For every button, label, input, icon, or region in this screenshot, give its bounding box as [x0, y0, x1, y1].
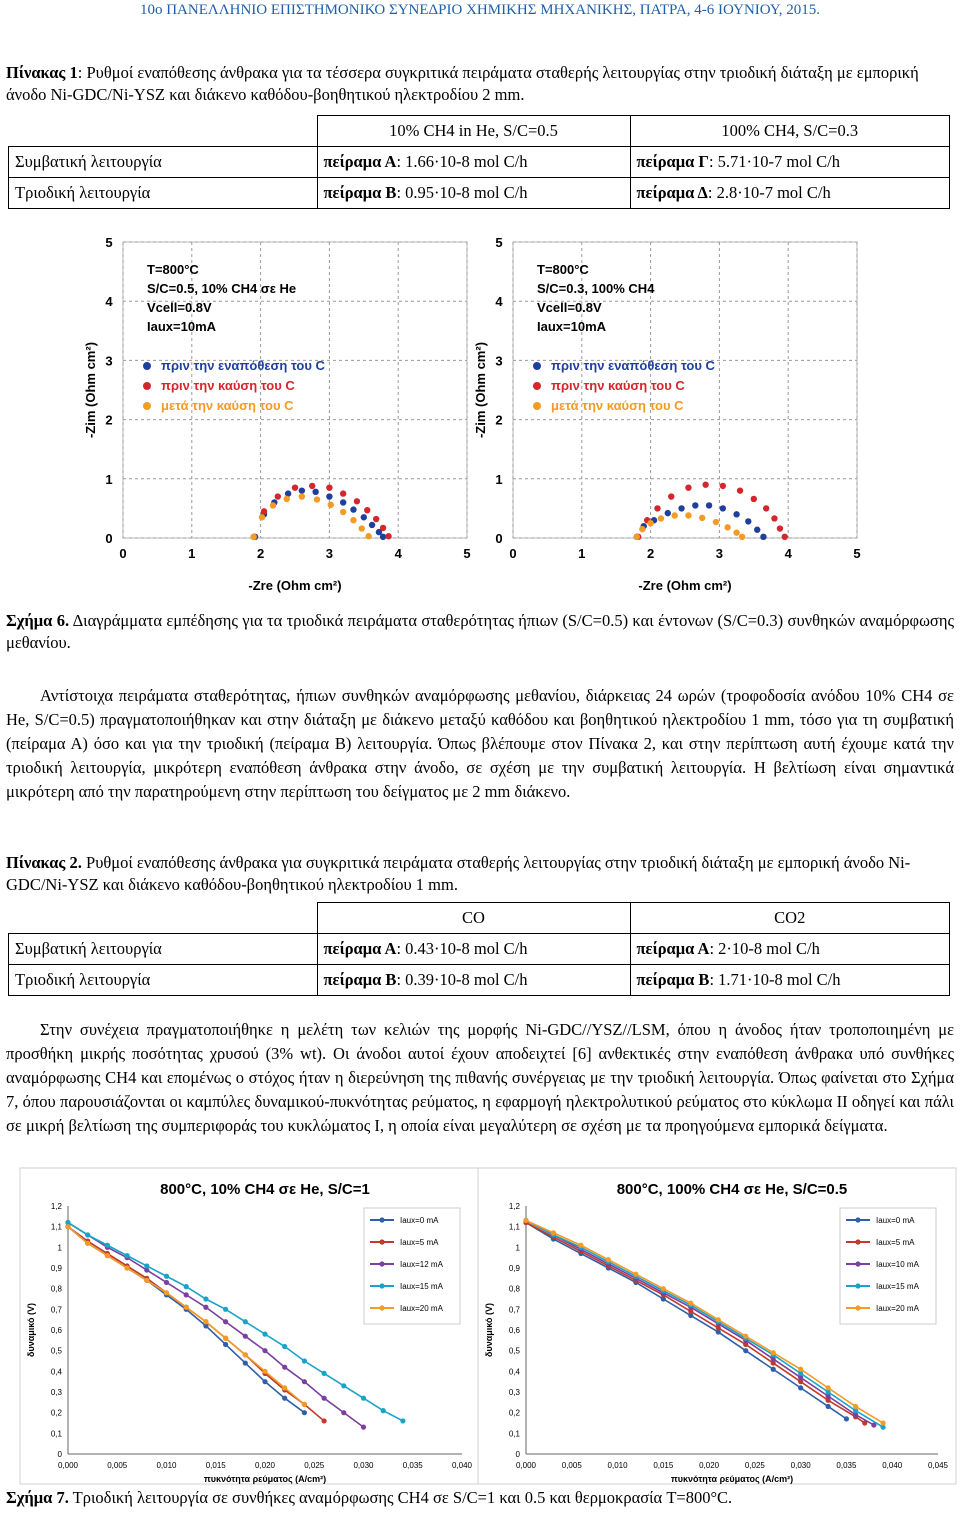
- table1-row1-val2: : 5.71·10-7 mol C/h: [708, 152, 841, 171]
- y-tick-label: 0: [515, 1450, 520, 1459]
- data-point: [760, 534, 766, 540]
- data-point: [322, 1396, 327, 1401]
- table2-caption-text: Ρυθμοί εναπόθεσης άνθρακα για συγκριτικά πειράματα σταθερής λειτουργίας στην τριοδική διάταξη με εμπορική άνοδο Ni-GDC/Ni-YSZ και διάκενο καθόδου-βοηθητικού ηλεκτροδίου 1 mm.: [6, 853, 911, 894]
- x-axis-label: πυκνότητα ρεύματος (A/cm²): [203, 1474, 327, 1484]
- data-point: [164, 1280, 169, 1285]
- data-point: [340, 499, 346, 505]
- x-axis-label: πυκνότητα ρεύματος (A/cm²): [670, 1474, 794, 1484]
- data-point: [658, 515, 664, 521]
- polarization-chart-left: [20, 1168, 480, 1486]
- table-row: [9, 178, 950, 209]
- data-point: [223, 1319, 228, 1324]
- data-point: [798, 1385, 803, 1390]
- legend-entry: Iaux=5 mA: [876, 1238, 915, 1247]
- data-point: [299, 487, 305, 493]
- data-point: [720, 483, 726, 489]
- data-point: [302, 1358, 307, 1363]
- table2-row2-exp1: πείραμα Β: [323, 970, 397, 989]
- table2-row2-exp2: πείραμα Β: [636, 970, 710, 989]
- figure7-caption-label: Σχήμα 7.: [6, 1488, 69, 1507]
- table1-row2-val1: : 0.95·10-8 mol C/h: [396, 183, 528, 202]
- x-tick-label: 0,025: [304, 1461, 325, 1470]
- y-tick-label: 1: [495, 471, 503, 487]
- legend-marker: [143, 382, 151, 390]
- x-tick-label: 0,005: [561, 1461, 582, 1470]
- paragraph-1: Αντίστοιχα πειράματα σταθερότητας, ήπιων συνθηκών αναμόρφωσης μεθανίου, διάρκειας 24 ωρών (τροφοδοσία ανόδου 10% CH4 σε He, S/C=0.5) πραγματοποιήθηκαν και στην διάταξη με διάκενο μεταξύ καθόδου και βοηθητικού ηλεκτροδίου 1 mm, τόσο για τη συμβατική (πείραμα Α) όσο και για την τριοδική (πείραμα Β) λειτουργία. Όπως βλέπουμε στον Πίνακα 2, και στην περίπτωση αυτή έχουμε κατά την τριοδική λειτουργία, μικρότερη εναπόθεση άνθρακα στην άνοδο, σε σχέση με την συμβατική λειτουργία. Η βελτίωση είναι σημαντικά μικρότερη από την παρατηρούμενη στην περίπτωση του δείγματος με 2 mm διάκενο.: [6, 686, 954, 801]
- legend-entry: μετά την καύση του C: [551, 398, 684, 413]
- data-point: [326, 493, 332, 499]
- data-point: [385, 533, 391, 539]
- legend-entry: πριν την καύση του C: [161, 378, 295, 393]
- table2-row2-val2: : 1.71·10-8 mol C/h: [709, 970, 841, 989]
- data-point: [350, 517, 356, 523]
- data-point: [661, 1286, 666, 1291]
- data-point: [671, 512, 677, 518]
- data-point: [733, 529, 739, 535]
- y-tick-label: 0,1: [508, 1429, 520, 1439]
- legend-marker: [855, 1261, 860, 1266]
- table-row: [9, 116, 950, 147]
- y-tick-label: 0,9: [50, 1264, 62, 1273]
- data-point: [844, 1416, 849, 1421]
- x-tick-label: 4: [394, 546, 402, 561]
- legend-entry: μετά την καύση του C: [161, 398, 294, 413]
- annotation-line: Vcell=0.8V: [537, 300, 602, 315]
- table1-col1-header: 10% CH4 in He, S/C=0.5: [317, 116, 630, 147]
- data-point: [716, 1317, 721, 1322]
- data-point: [184, 1284, 189, 1289]
- data-point: [373, 516, 379, 522]
- y-tick-label: 0,2: [50, 1408, 62, 1418]
- data-point: [284, 496, 290, 502]
- data-point: [713, 519, 719, 525]
- x-tick-label: 0: [119, 546, 127, 561]
- data-point: [647, 520, 653, 526]
- x-tick-label: 0,010: [607, 1461, 628, 1470]
- x-tick-label: 0,000: [57, 1461, 79, 1470]
- data-point: [275, 493, 281, 499]
- legend-entry: Iaux=5 mA: [400, 1238, 439, 1247]
- data-point: [699, 515, 705, 521]
- x-tick-label: 1: [578, 546, 586, 561]
- data-point: [523, 1218, 528, 1223]
- data-point: [302, 1410, 307, 1415]
- data-point: [763, 505, 769, 511]
- legend-entry: Iaux=15 mA: [400, 1282, 443, 1291]
- y-tick-label: 1: [105, 471, 113, 487]
- table1-row1-exp2: πείραμα Γ: [636, 152, 709, 171]
- legend-entry: Iaux=0 mA: [876, 1216, 915, 1225]
- conference-header: 10ο ΠΑΝΕΛΛΗΝΙΟ ΕΠΙΣΤΗΜΟΝΙΚΟ ΣΥΝΕΔΡΙΟ ΧΗΜΙΚΗΣ ΜΗΧΑΝΙΚΗΣ, ΠΑΤΡΑ, 4-6 ΙΟΥΝΙΟΥ, 2015.: [139, 2, 821, 18]
- data-point: [798, 1367, 803, 1372]
- y-tick-label: 0,4: [50, 1367, 62, 1377]
- data-point: [65, 1224, 70, 1229]
- x-tick-label: 0,045: [927, 1461, 949, 1470]
- x-tick-label: 0,020: [699, 1461, 720, 1470]
- data-point: [361, 1425, 366, 1430]
- data-point: [633, 1272, 638, 1277]
- y-tick-label: 0,2: [508, 1408, 520, 1418]
- data-point: [733, 511, 739, 517]
- data-point: [359, 525, 365, 531]
- data-point: [606, 1257, 611, 1262]
- data-point: [692, 502, 698, 508]
- data-point: [685, 484, 691, 490]
- x-tick-label: 0,020: [254, 1461, 276, 1470]
- y-tick-label: 5: [495, 235, 503, 250]
- chart-title: 800°C, 10% CH4 σε He, S/C=1: [160, 1181, 370, 1198]
- data-point: [85, 1232, 90, 1237]
- paragraph-2: Στην συνέχεια πραγματοποιήθηκε η μελέτη των κελιών της μορφής Ni-GDC//YSZ//LSM, όπου η άνοδος ήταν τροποποιημένη με προσθήκη μικρής ποσότητας χρυσού (3% wt). Οι άνοδοι αυτοί έχουν αποδειχτεί [6] ανθεκτικές στην εναπόθεση άνθρακα υπό συνθήκες αναμόρφωσης CH4 και επομένως ο στόχος ήταν η διερεύνηση της πιθανής συνέργειας με την τριοδική λειτουργία. Όπως φαίνεται στο Σχήμα 7, όπου παρουσιάζονται οι καμπύλες δυναμικού-πυκνότητας ρεύματος, η εφαρμογή ηλεκτρολυτικού ρεύματος στο κύκλωμα ΙΙ οδηγεί και πάλι σε μικρή βελτίωση της συμπεριφοράς του κυκλώματος Ι, η οποία είναι μεγαλύτερη σε σχέση με τα προηγούμενα εμπορικά δείγματα.: [6, 1020, 954, 1135]
- x-tick-label: 5: [853, 546, 861, 561]
- x-tick-label: 0,015: [205, 1461, 226, 1470]
- annotation-line: T=800°C: [147, 262, 199, 277]
- data-point: [326, 484, 332, 490]
- y-tick-label: 1: [57, 1243, 62, 1253]
- data-point: [125, 1265, 130, 1270]
- data-point: [243, 1360, 248, 1365]
- data-point: [364, 507, 370, 513]
- polarization-chart-right: [478, 1168, 956, 1486]
- table2-row1-label: Συμβατική λειτουργία: [9, 934, 318, 965]
- x-tick-label: 0,030: [353, 1461, 374, 1470]
- data-point: [105, 1243, 110, 1248]
- y-tick-label: 1,2: [50, 1202, 62, 1211]
- x-tick-label: 0,005: [107, 1461, 128, 1470]
- legend-entry: Iaux=10 mA: [876, 1260, 919, 1269]
- table-row: [9, 934, 950, 965]
- legend-marker: [533, 382, 541, 390]
- y-tick-label: 5: [105, 235, 113, 250]
- data-point: [826, 1404, 831, 1409]
- figure6-caption: [6, 610, 954, 654]
- legend-marker: [379, 1261, 384, 1266]
- data-point: [282, 1344, 287, 1349]
- table1-caption-text: : Ρυθμοί εναπόθεσης άνθρακα για τα τέσσερα συγκριτικά πειράματα σταθερής λειτουργίας στην τριοδική διάταξη με εμπορική άνοδο Ni-GDC/Ni-YSZ και διάκενο καθόδου-βοηθητικού ηλεκτροδίου 2 mm.: [6, 63, 919, 104]
- data-point: [164, 1274, 169, 1279]
- table1: [8, 115, 950, 209]
- y-axis-label: -Zim (Ohm cm²): [83, 341, 98, 439]
- data-point: [282, 1385, 287, 1390]
- data-point: [243, 1319, 248, 1324]
- x-tick-label: 0,040: [451, 1461, 473, 1470]
- data-point: [578, 1243, 583, 1248]
- table1-caption-label: Πίνακας 1: [6, 63, 78, 82]
- legend-marker: [855, 1283, 860, 1288]
- y-tick-label: 0: [495, 531, 503, 546]
- y-tick-label: 1,2: [508, 1202, 520, 1211]
- data-point: [751, 496, 757, 502]
- y-axis-label: -Zim (Ohm cm²): [473, 341, 488, 439]
- x-axis-label: -Zre (Ohm cm²): [248, 578, 342, 593]
- legend-marker: [379, 1239, 384, 1244]
- y-axis-label: δυναμικό (V): [484, 1303, 494, 1357]
- data-point: [350, 506, 356, 512]
- x-tick-label: 0,035: [402, 1461, 423, 1470]
- data-point: [125, 1253, 130, 1258]
- legend-entry: Iaux=15 mA: [876, 1282, 919, 1291]
- data-point: [302, 1402, 307, 1407]
- data-point: [771, 1350, 776, 1355]
- x-tick-label: 5: [463, 546, 471, 561]
- y-tick-label: 0,9: [508, 1264, 520, 1273]
- data-point: [634, 534, 640, 540]
- data-point: [720, 505, 726, 511]
- table2-row1-val1: : 0.43·10-8 mol C/h: [396, 939, 528, 958]
- table1-row2-exp1: πείραμα Β: [323, 183, 397, 202]
- data-point: [144, 1278, 149, 1283]
- table1-row2-exp2: πείραμα Δ: [636, 183, 708, 202]
- table-row: [9, 965, 950, 996]
- data-point: [826, 1385, 831, 1390]
- data-point: [678, 505, 684, 511]
- data-point: [322, 1371, 327, 1376]
- table2-row1-exp1: πείραμα Α: [323, 939, 397, 958]
- x-tick-label: 3: [715, 546, 724, 561]
- data-point: [782, 534, 788, 540]
- data-point: [880, 1420, 885, 1425]
- data-point: [737, 487, 743, 493]
- x-tick-label: 3: [325, 546, 334, 561]
- data-point: [262, 1369, 267, 1374]
- data-point: [381, 1408, 386, 1413]
- y-tick-label: 0,8: [508, 1284, 520, 1294]
- data-point: [164, 1290, 169, 1295]
- data-point: [328, 502, 334, 508]
- y-tick-label: 0,7: [508, 1305, 520, 1315]
- y-tick-label: 0,8: [50, 1284, 62, 1294]
- data-point: [270, 502, 276, 508]
- data-point: [282, 1365, 287, 1370]
- data-point: [654, 505, 660, 511]
- data-point: [380, 525, 386, 531]
- table2-caption: [6, 852, 954, 896]
- figure7-caption-text: Τριοδική λειτουργία σε συνθήκες αναμόρφωσης CH4 σε S/C=1 και 0.5 και θερμοκρασία T=800°C.: [72, 1488, 733, 1507]
- legend-entry: Iaux=20 mA: [876, 1304, 919, 1313]
- table1-row1-label: Συμβατική λειτουργία: [9, 147, 318, 178]
- legend-entry: πριν την εναπόθεση του C: [161, 358, 325, 373]
- data-point: [302, 1379, 307, 1384]
- legend-marker: [379, 1305, 384, 1310]
- data-point: [322, 1418, 327, 1423]
- data-point: [299, 493, 305, 499]
- x-tick-label: 0,015: [653, 1461, 674, 1470]
- data-point: [341, 1383, 346, 1388]
- y-tick-label: 2: [105, 412, 113, 428]
- data-point: [365, 533, 371, 539]
- x-tick-label: 4: [784, 546, 792, 561]
- data-point: [285, 490, 291, 496]
- table1-row2-label: Τριοδική λειτουργία: [9, 178, 318, 209]
- data-point: [251, 534, 257, 540]
- y-tick-label: 0,3: [50, 1388, 62, 1397]
- data-point: [361, 514, 367, 520]
- table1-row1-exp1: πείραμα Α: [323, 152, 397, 171]
- data-point: [340, 509, 346, 515]
- data-point: [262, 1332, 267, 1337]
- table1-caption: [6, 62, 954, 106]
- data-point: [282, 1396, 287, 1401]
- legend-marker: [533, 402, 541, 410]
- annotation-line: Iaux=10mA: [147, 319, 217, 334]
- data-point: [292, 484, 298, 490]
- data-point: [314, 496, 320, 502]
- data-point: [639, 526, 645, 532]
- y-tick-label: 0: [57, 1450, 62, 1459]
- data-point: [243, 1352, 248, 1357]
- data-point: [203, 1305, 208, 1310]
- table2-caption-label: Πίνακας 2.: [6, 853, 82, 872]
- table2-row1-exp2: πείραμα Α: [636, 939, 710, 958]
- annotation-line: S/C=0.5, 10% CH4 σε He: [147, 281, 297, 296]
- legend-marker: [855, 1305, 860, 1310]
- x-tick-label: 1: [188, 546, 196, 561]
- data-point: [668, 493, 674, 499]
- legend-entry: Iaux=20 mA: [400, 1304, 443, 1313]
- y-axis-label: δυναμικό (V): [26, 1303, 36, 1357]
- y-tick-label: 1: [515, 1243, 520, 1253]
- annotation-line: S/C=0.3, 100% CH4: [537, 281, 655, 296]
- data-point: [777, 525, 783, 531]
- table2-col1-header: CO: [317, 903, 630, 934]
- legend-entry: πριν την εναπόθεση του C: [551, 358, 715, 373]
- data-point: [771, 515, 777, 521]
- table2-row2-label: Τριοδική λειτουργία: [9, 965, 318, 996]
- figure6-caption-label: Σχήμα 6.: [6, 611, 70, 630]
- data-point: [665, 510, 671, 516]
- y-tick-label: 4: [105, 294, 113, 310]
- x-tick-label: 0: [509, 546, 517, 561]
- y-tick-label: 0,4: [508, 1367, 520, 1377]
- x-tick-label: 0,000: [515, 1461, 537, 1470]
- data-point: [261, 508, 267, 514]
- legend-marker: [379, 1217, 384, 1222]
- table2-row1-val2: : 2·10-8 mol C/h: [709, 939, 820, 958]
- data-point: [771, 1367, 776, 1372]
- figure7-caption: [6, 1487, 954, 1509]
- annotation-line: Vcell=0.8V: [147, 300, 212, 315]
- data-point: [184, 1292, 189, 1297]
- y-tick-label: 0,5: [508, 1346, 520, 1356]
- data-point: [724, 524, 730, 530]
- legend-marker: [533, 362, 541, 370]
- data-point: [706, 502, 712, 508]
- impedance-chart-right: [475, 228, 870, 600]
- legend-marker: [379, 1283, 384, 1288]
- data-point: [312, 489, 318, 495]
- y-tick-label: 0,1: [50, 1429, 62, 1439]
- x-tick-label: 2: [256, 546, 265, 561]
- legend-entry: πριν την καύση του C: [551, 378, 685, 393]
- data-point: [341, 1410, 346, 1415]
- y-tick-label: 0: [105, 531, 113, 546]
- data-point: [223, 1307, 228, 1312]
- data-point: [243, 1334, 248, 1339]
- data-point: [85, 1241, 90, 1246]
- impedance-chart-left: [85, 228, 480, 600]
- y-tick-label: 0,6: [508, 1326, 520, 1335]
- data-point: [144, 1263, 149, 1268]
- data-point: [739, 534, 745, 540]
- data-point: [369, 522, 375, 528]
- x-tick-label: 0,040: [882, 1461, 903, 1470]
- data-point: [743, 1348, 748, 1353]
- data-point: [340, 490, 346, 496]
- y-tick-label: 3: [105, 353, 113, 369]
- y-tick-label: 1,1: [50, 1222, 62, 1232]
- data-point: [223, 1342, 228, 1347]
- y-tick-label: 1,1: [508, 1222, 520, 1232]
- table1-row1-val1: : 1.66·10-8 mol C/h: [396, 152, 528, 171]
- data-point: [685, 512, 691, 518]
- data-point: [223, 1336, 228, 1341]
- y-tick-label: 0,7: [50, 1305, 62, 1315]
- data-point: [309, 483, 315, 489]
- y-tick-label: 2: [495, 412, 503, 428]
- x-tick-label: 0,025: [744, 1461, 765, 1470]
- x-tick-label: 2: [646, 546, 655, 561]
- x-tick-label: 0,030: [790, 1461, 811, 1470]
- data-point: [262, 1348, 267, 1353]
- data-point: [354, 498, 360, 504]
- data-point: [203, 1296, 208, 1301]
- table2: [8, 902, 950, 996]
- legend-marker: [855, 1217, 860, 1222]
- y-tick-label: 4: [495, 294, 503, 310]
- legend-entry: Iaux=12 mA: [400, 1260, 443, 1269]
- data-point: [361, 1396, 366, 1401]
- data-point: [551, 1230, 556, 1235]
- legend-marker: [855, 1239, 860, 1244]
- data-point: [853, 1404, 858, 1409]
- legend-marker: [143, 362, 151, 370]
- chart-title: 800°C, 100% CH4 σε He, S/C=0.5: [616, 1181, 848, 1198]
- y-tick-label: 0,5: [50, 1346, 62, 1356]
- data-point: [743, 1334, 748, 1339]
- annotation-line: T=800°C: [537, 262, 589, 277]
- table1-row2-val2: : 2.8·10-7 mol C/h: [707, 183, 831, 202]
- table1-col2-header: 100% CH4, S/C=0.3: [630, 116, 950, 147]
- table2-col2-header: CO2: [630, 903, 950, 934]
- data-point: [745, 518, 751, 524]
- table-row: [9, 903, 950, 934]
- x-tick-label: 0,010: [156, 1461, 177, 1470]
- legend-marker: [143, 402, 151, 410]
- y-tick-label: 0,3: [508, 1388, 520, 1397]
- y-tick-label: 0,6: [50, 1326, 62, 1335]
- x-axis-label: -Zre (Ohm cm²): [638, 578, 732, 593]
- table2-row2-val1: : 0.39·10-8 mol C/h: [396, 970, 528, 989]
- data-point: [262, 1379, 267, 1384]
- data-point: [259, 514, 265, 520]
- data-point: [105, 1253, 110, 1258]
- data-point: [754, 527, 760, 533]
- y-tick-label: 3: [495, 353, 503, 369]
- annotation-line: Iaux=10mA: [537, 319, 607, 334]
- data-point: [380, 534, 386, 540]
- legend-entry: Iaux=0 mA: [400, 1216, 439, 1225]
- x-tick-label: 0,035: [836, 1461, 857, 1470]
- table-row: [9, 147, 950, 178]
- data-point: [400, 1418, 405, 1423]
- data-point: [203, 1319, 208, 1324]
- data-point: [702, 482, 708, 488]
- figure6-caption-text: Διαγράμματα εμπέδησης για τα τριοδικά πειράματα σταθερότητας ήπιων (S/C=0.5) και έντονων (S/C=0.3) συνθηκών αναμόρφωσης μεθανίου.: [6, 611, 954, 652]
- data-point: [184, 1305, 189, 1310]
- data-point: [688, 1301, 693, 1306]
